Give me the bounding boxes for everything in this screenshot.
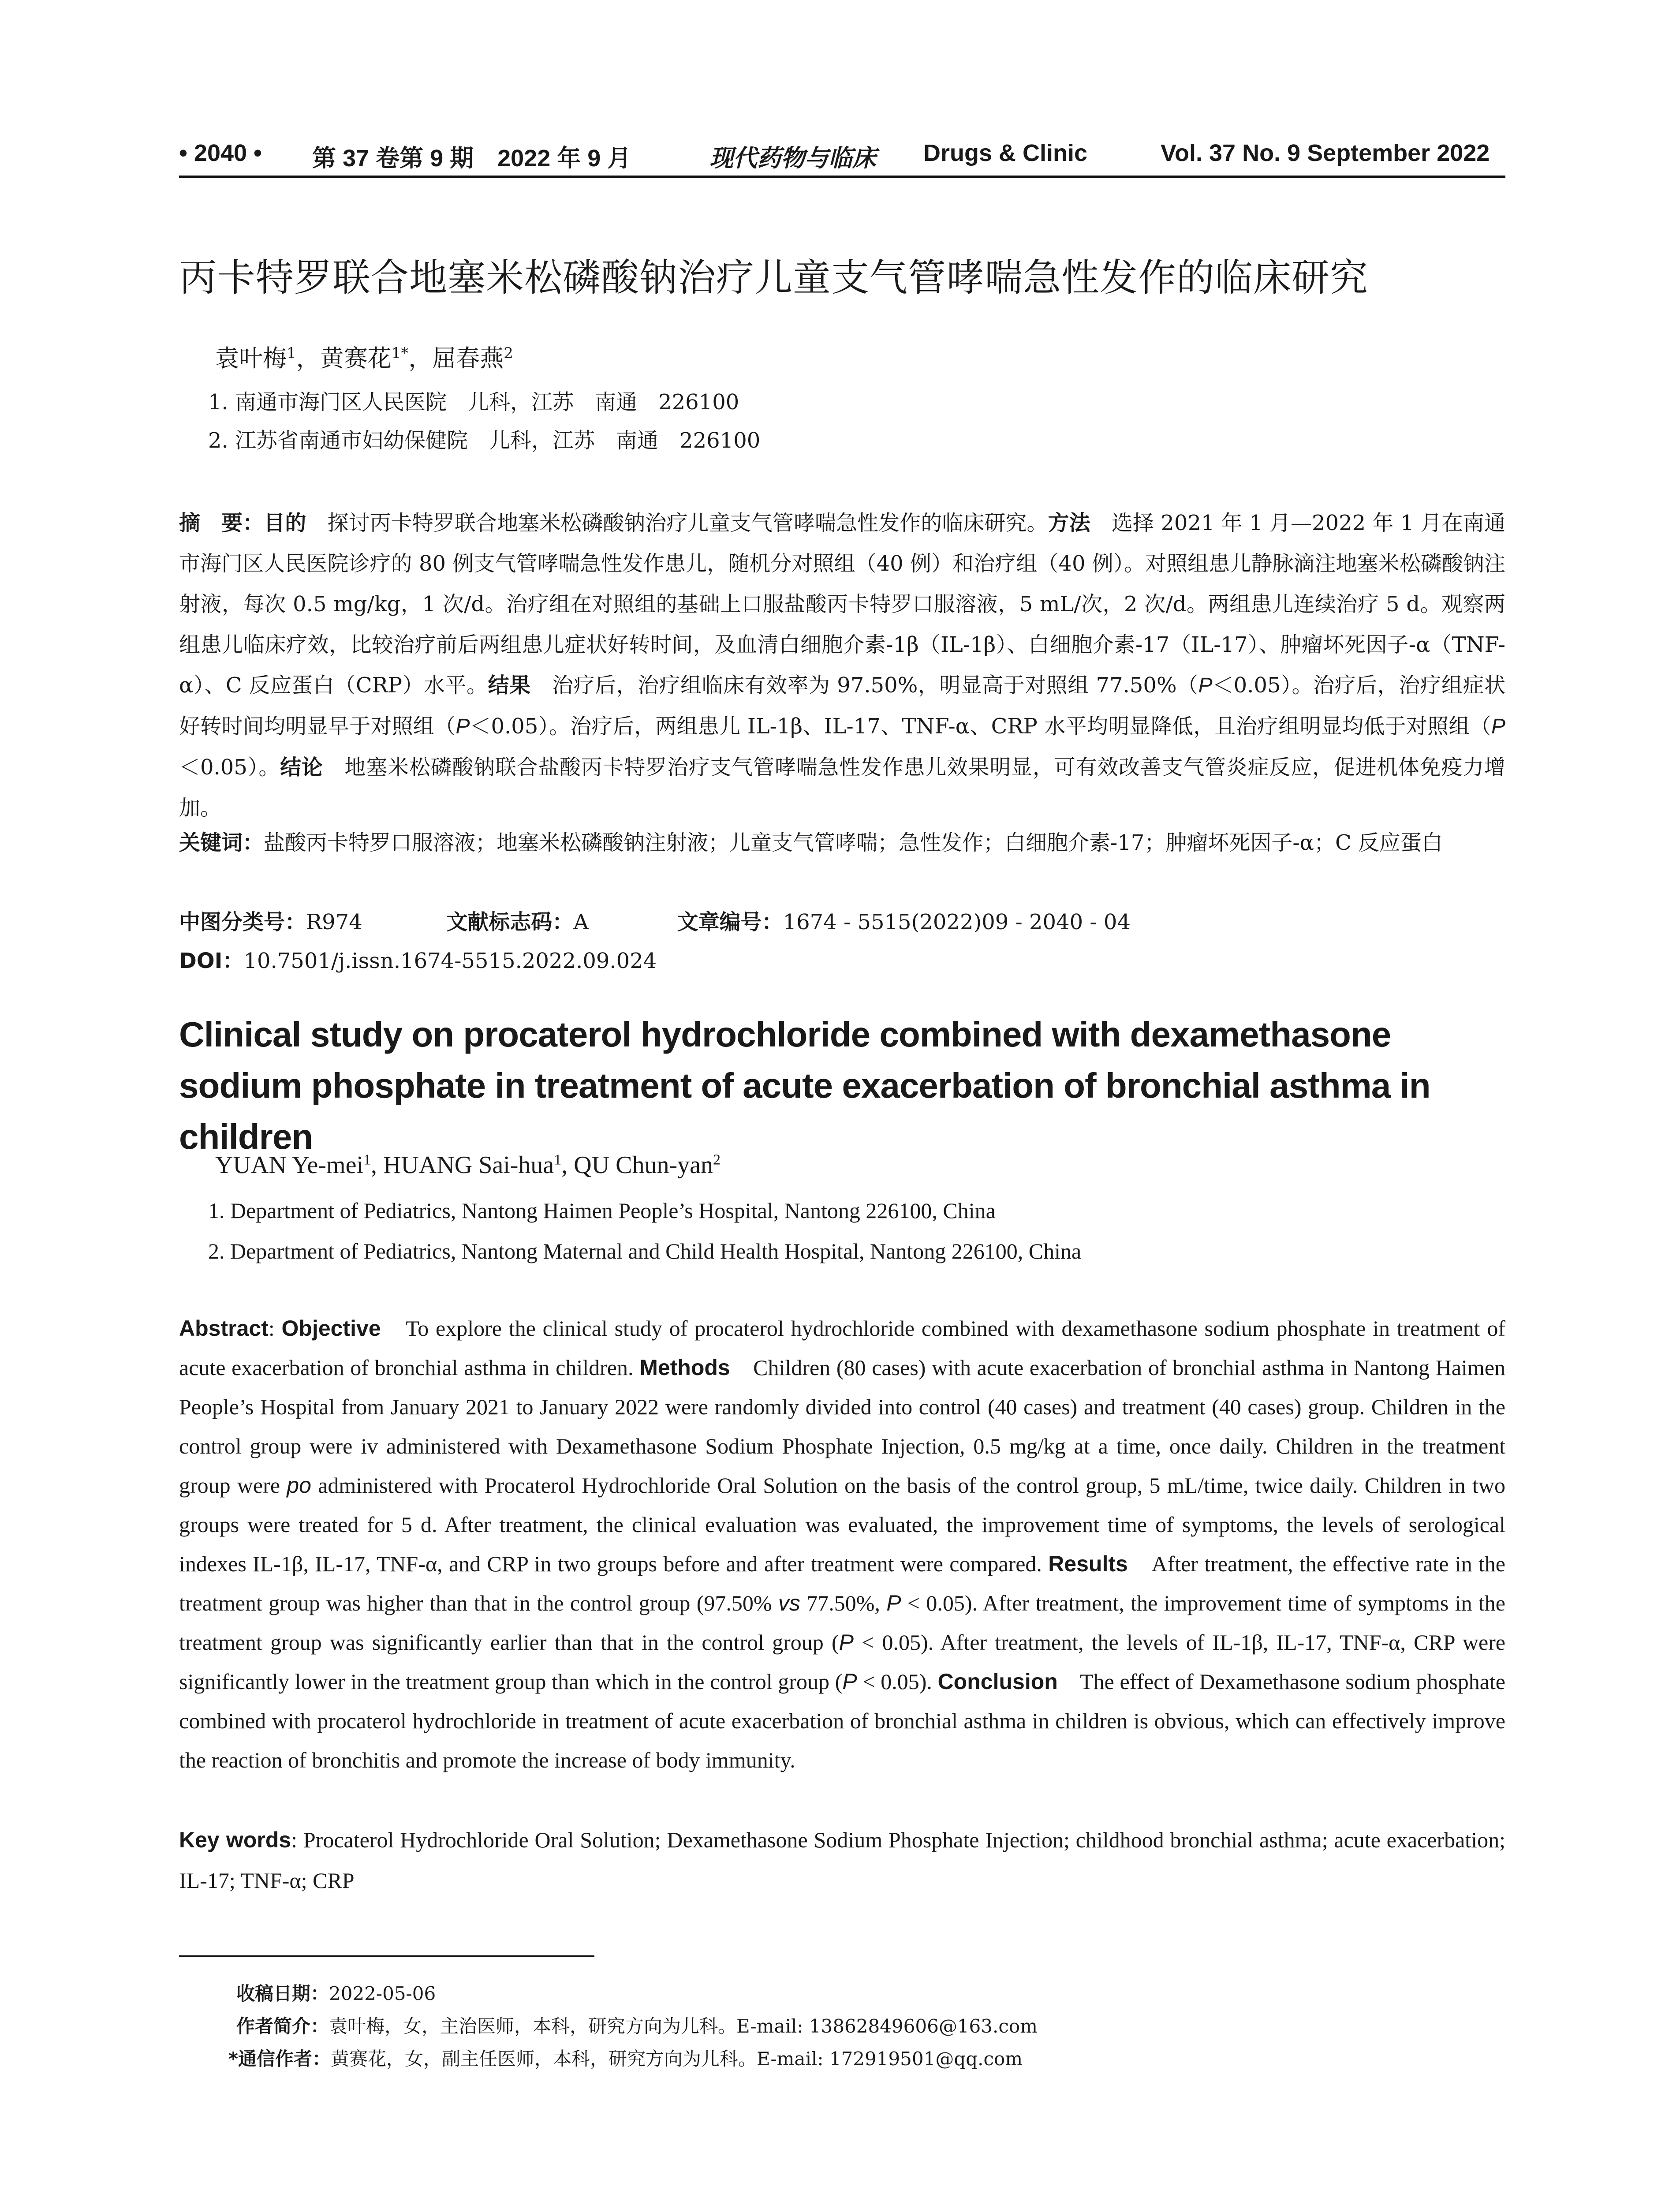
affiliation-en: 1. Department of Pediatrics, Nantong Haimen People’s Hospital, Nantong 226100, China bbox=[208, 1198, 996, 1223]
abstract-text: 治疗后，治疗组临床有效率为 97.50%，明显高于对照组 77.50%（ bbox=[530, 673, 1198, 698]
keywords-label: Key words bbox=[179, 1828, 291, 1852]
abstract-label: Abstract bbox=[179, 1316, 269, 1341]
footnote-text: 袁叶梅，女，主治医师，本科，研究方向为儿科。E-mail: 13862849606@163.com bbox=[329, 2015, 1038, 2037]
page-number: • 2040 • bbox=[179, 140, 262, 166]
author-sup: 1 bbox=[554, 1151, 562, 1168]
abstract-label: 摘 要： bbox=[179, 511, 264, 535]
keywords-text: Procaterol Hydrochloride Oral Solution; Dexamethasone Sodium Phosphate Injection; childhood bronchial asthma; acute exacerbation; IL-17; TNF-α; CRP bbox=[179, 1828, 1505, 1893]
doi-value: 10.7501/j.issn.1674-5515.2022.09.024 bbox=[243, 949, 657, 973]
journal-name-en: Drugs & Clinic bbox=[923, 140, 1088, 166]
footnote-label: 收稿日期： bbox=[236, 1983, 329, 2004]
author-sup: 2 bbox=[713, 1151, 721, 1168]
author-sep: , bbox=[561, 1151, 574, 1179]
classification-line bbox=[179, 905, 1131, 935]
abstract-cn bbox=[179, 503, 1505, 828]
keywords-label: 关键词： bbox=[179, 830, 264, 855]
p-symbol: P bbox=[1198, 674, 1213, 697]
journal-name-cn: 现代药物与临床 bbox=[709, 144, 876, 172]
abstract-text: The effect of Dexamethasone sodium phosphate combined with procaterol hydrochloride in treatment of acute exacerbation of bronchial asthma in children is obvious, which can effectively improve the reaction of bronchitis and promote the increase of body immunity. bbox=[179, 1669, 1505, 1772]
author-name: 黄赛花 bbox=[320, 344, 392, 372]
p-symbol: P bbox=[1491, 715, 1505, 738]
clc-value: R974 bbox=[306, 910, 362, 934]
abstract-text: 选择 2021 年 1 月—2022 年 1 月在南通市海门区人民医院诊疗的 80 例支气管哮喘急性发作患儿，随机分对照组（40 例）和治疗组（40 例）。对照组患儿静脉滴注地塞米松磷酸钠注射液，每次 0.5 mg/kg，1 次/d。治疗组在对照组的基础上口服盐酸丙卡特罗口服溶液，5 mL/次，2 次/d。两组患儿连续治疗 5 d。观察两组患儿临床疗效，比较治疗前后两组患儿症状好转时间，及血清白细胞介素-1β（IL-1β）、白细胞介素-17（IL-17）、肿瘤坏死因子-α（TNF-α）、C 反应蛋白（CRP）水平。 bbox=[179, 511, 1505, 698]
abstract-text: < 0.05). After treatment, the improvement time of symptoms in the treatment group was significantly earlier than that in the control group ( bbox=[179, 1591, 1505, 1655]
author-name: HUANG Sai-hua bbox=[383, 1151, 554, 1179]
issue-en: Vol. 37 No. 9 September 2022 bbox=[1161, 140, 1490, 166]
clc-label: 中图分类号： bbox=[179, 910, 306, 934]
keywords-cn bbox=[179, 822, 1505, 863]
section-label: 方法 bbox=[1048, 511, 1090, 535]
abstract-text: ＜0.05）。治疗后，治疗组症状好转时间均明显早于对照组（ bbox=[179, 673, 1505, 739]
abstract-text: Children (80 cases) with acute exacerbation of bronchial asthma in Nantong Haimen People’s Hospital from January 2021 to January 2022 were randomly divided into control (40 cases) and treatment (40 cases) group. Children in the control group were iv administered with Dexamethasone Sodium Phosphate Injection, 0.5 mg/kg at a time, once daily. Children in the treatment group were bbox=[179, 1355, 1506, 1498]
abstract-text: administered with Procaterol Hydrochloride Oral Solution on the basis of the control group, 5 mL/time, twice daily. Children in two groups were treated for 5 d. After treatment, the clinical evaluation was evaluated, the improvement time of symptoms, the levels of serological indexes IL-1β, IL-17, TNF-α, and CRP in two groups before and after treatment were compared. bbox=[179, 1473, 1505, 1576]
abstract-en bbox=[179, 1309, 1505, 1780]
section-label: Results bbox=[1048, 1551, 1128, 1576]
p-symbol: P bbox=[455, 715, 470, 738]
author-sup: 2 bbox=[504, 344, 513, 362]
footnote-label: *通信作者： bbox=[228, 2048, 331, 2070]
abstract-text: After treatment, the effective rate in the treatment group was higher than that in the control group (97.50% bbox=[179, 1551, 1505, 1615]
author-sup: 1 bbox=[287, 344, 296, 362]
p-symbol: P bbox=[839, 1630, 854, 1655]
doc-code-label: 文献标志码： bbox=[446, 910, 574, 934]
section-label: 目的 bbox=[264, 511, 306, 535]
article-no-label: 文章编号： bbox=[677, 910, 783, 934]
affiliation-cn: 1. 南通市海门区人民医院 儿科，江苏 南通 226100 bbox=[208, 390, 739, 415]
author-sep: ， bbox=[296, 344, 320, 372]
abstract-text: 77.50%, bbox=[800, 1591, 887, 1615]
abstract-text: To explore the clinical study of procaterol hydrochloride combined with dexamethasone sodium phosphate in treatment of acute exacerbation of bronchial asthma in children. bbox=[179, 1316, 1505, 1380]
title-cn: 丙卡特罗联合地塞米松磷酸钠治疗儿童支气管哮喘急性发作的临床研究 bbox=[179, 256, 1368, 300]
article-no-value: 1674 - 5515(2022)09 - 2040 - 04 bbox=[783, 910, 1131, 934]
author-name: QU Chun-yan bbox=[574, 1151, 713, 1179]
footnote-rule bbox=[179, 1955, 594, 1957]
abstract-colon: : bbox=[268, 1316, 282, 1341]
author-sep: , bbox=[371, 1151, 383, 1179]
abstract-text: ＜0.05）。治疗后，两组患儿 IL-1β、IL-17、TNF-α、CRP 水平均明显降低，且治疗组明显均低于对照组（ bbox=[470, 714, 1491, 739]
footnote-text: 2022-05-06 bbox=[329, 1983, 436, 2004]
section-label: Conclusion bbox=[937, 1669, 1058, 1694]
doi-line bbox=[179, 944, 657, 974]
footnote-text: 黄赛花，女，副主任医师，本科，研究方向为儿科。E-mail: 172919501@qq.com bbox=[330, 2048, 1023, 2070]
author-sup: 1 bbox=[363, 1151, 371, 1168]
keywords-text: 盐酸丙卡特罗口服溶液；地塞米松磷酸钠注射液；儿童支气管哮喘；急性发作；白细胞介素-17；肿瘤坏死因子-α；C 反应蛋白 bbox=[264, 830, 1443, 855]
keywords-colon: : bbox=[291, 1828, 303, 1852]
author-name: 屈春燕 bbox=[432, 344, 504, 372]
keywords-en bbox=[179, 1820, 1505, 1901]
vs-abbrev: vs bbox=[778, 1591, 800, 1615]
author-name: YUAN Ye-mei bbox=[215, 1151, 363, 1179]
po-abbrev: po bbox=[287, 1473, 311, 1498]
section-label: Methods bbox=[639, 1355, 730, 1380]
title-en: Clinical study on procaterol hydrochloride combined with dexamethasone sodium phosphate in treatment of acute exacerbation of bronchial asthma in children bbox=[179, 1015, 1430, 1156]
footnote-corresponding bbox=[228, 2044, 1023, 2071]
authors-cn bbox=[215, 340, 513, 374]
p-symbol: P bbox=[886, 1591, 901, 1615]
author-sup: 1* bbox=[391, 344, 409, 362]
authors-en bbox=[215, 1151, 721, 1179]
abstract-text: < 0.05). After treatment, the levels of IL-1β, IL-17, TNF-α, CRP were significantly lower in the treatment group than which in the control group ( bbox=[179, 1630, 1505, 1694]
abstract-text: ＜0.05）。 bbox=[179, 755, 280, 780]
abstract-text: 地塞米松磷酸钠联合盐酸丙卡特罗治疗支气管哮喘急性发作患儿效果明显，可有效改善支气管炎症反应，促进机体免疫力增加。 bbox=[179, 755, 1505, 820]
footnote-received bbox=[236, 1979, 436, 2006]
running-header bbox=[179, 139, 1505, 170]
author-name: 袁叶梅 bbox=[215, 344, 287, 372]
abstract-text: 探讨丙卡特罗联合地塞米松磷酸钠治疗儿童支气管哮喘急性发作的临床研究。 bbox=[306, 511, 1048, 535]
section-label: 结论 bbox=[280, 755, 323, 780]
issue-cn: 第 37 卷第 9 期 2022 年 9 月 bbox=[312, 145, 631, 172]
footnote-author bbox=[236, 2012, 1038, 2038]
section-label: 结果 bbox=[488, 673, 531, 698]
header-rule bbox=[179, 176, 1505, 178]
doc-code-value: A bbox=[573, 910, 589, 934]
affiliation-en: 2. Department of Pediatrics, Nantong Maternal and Child Health Hospital, Nantong 226100, China bbox=[208, 1239, 1082, 1263]
footnote-label: 作者简介： bbox=[236, 2015, 329, 2037]
abstract-text: < 0.05). bbox=[857, 1669, 938, 1694]
doi-label: DOI： bbox=[179, 949, 244, 973]
p-symbol: P bbox=[842, 1669, 857, 1694]
section-label: Objective bbox=[281, 1316, 381, 1341]
author-sep: ， bbox=[408, 344, 433, 372]
affiliation-cn: 2. 江苏省南通市妇幼保健院 儿科，江苏 南通 226100 bbox=[208, 428, 761, 453]
